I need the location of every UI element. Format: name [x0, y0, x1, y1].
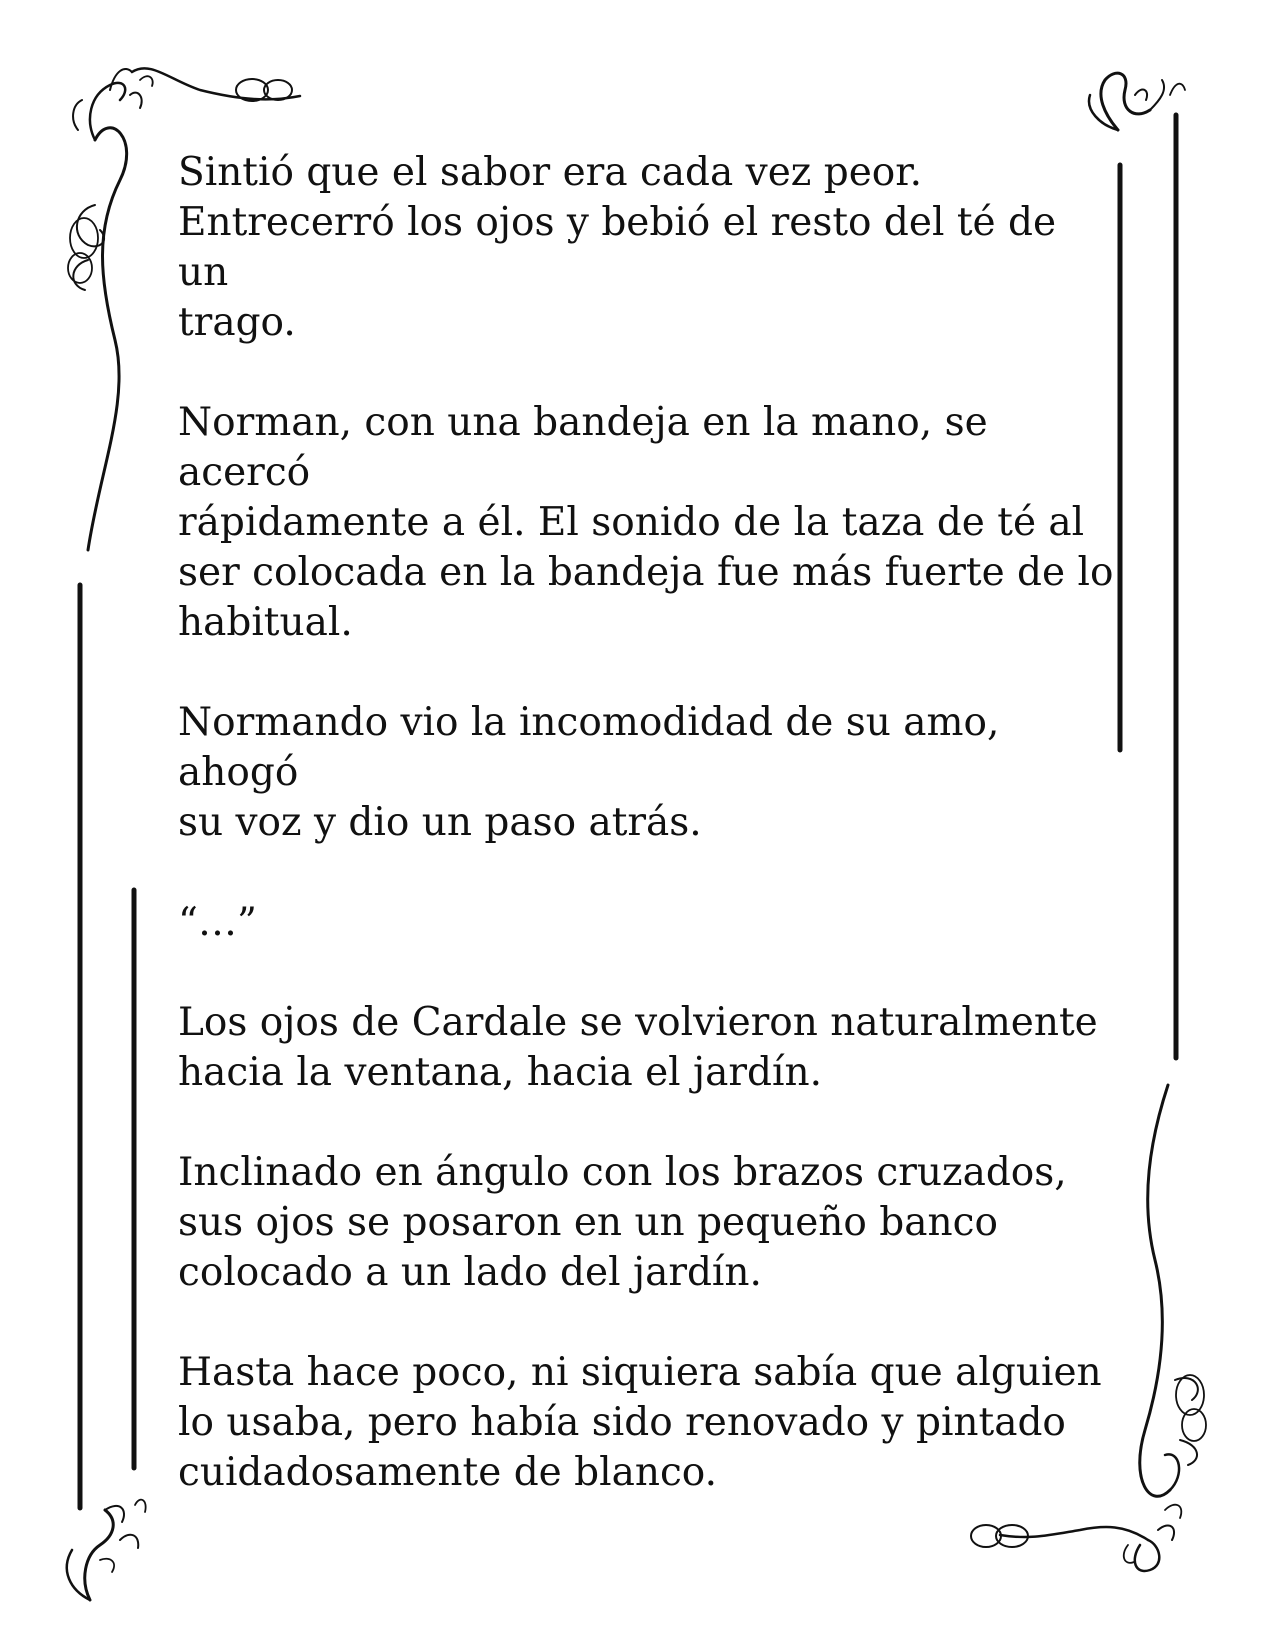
ellipsis-dialogue: “…” — [178, 900, 257, 945]
bottom-left-flourish — [67, 1500, 146, 1600]
paragraph: Normando vio la incomodidad de su amo, ahogó su voz y dio un paso atrás. — [178, 700, 1000, 845]
top-right-flourish — [1089, 73, 1185, 130]
paragraph: Norman, con una bandeja en la mano, se acercó rápidamente a él. El sonido de la taza de té al ser colocada en la bandeja fue más fuerte de lo habitual. — [178, 400, 1114, 645]
paragraph: Sintió que el sabor era cada vez peor. Entrecerró los ojos y bebió el resto del té de un trago. — [178, 150, 1057, 345]
paragraph: Inclinado en ángulo con los brazos cruzados, sus ojos se posaron en un pequeño banco colocado a un lado del jardín. — [178, 1150, 1067, 1295]
paragraph: Los ojos de Cardale se volvieron naturalmente hacia la ventana, hacia el jardín. — [178, 1000, 1098, 1095]
paragraph: Hasta hace poco, ni siquiera sabía que alguien lo usaba, pero había sido renovado y pintado cuidadosamente de blanco. — [178, 1350, 1102, 1495]
document-body — [178, 148, 1118, 1548]
